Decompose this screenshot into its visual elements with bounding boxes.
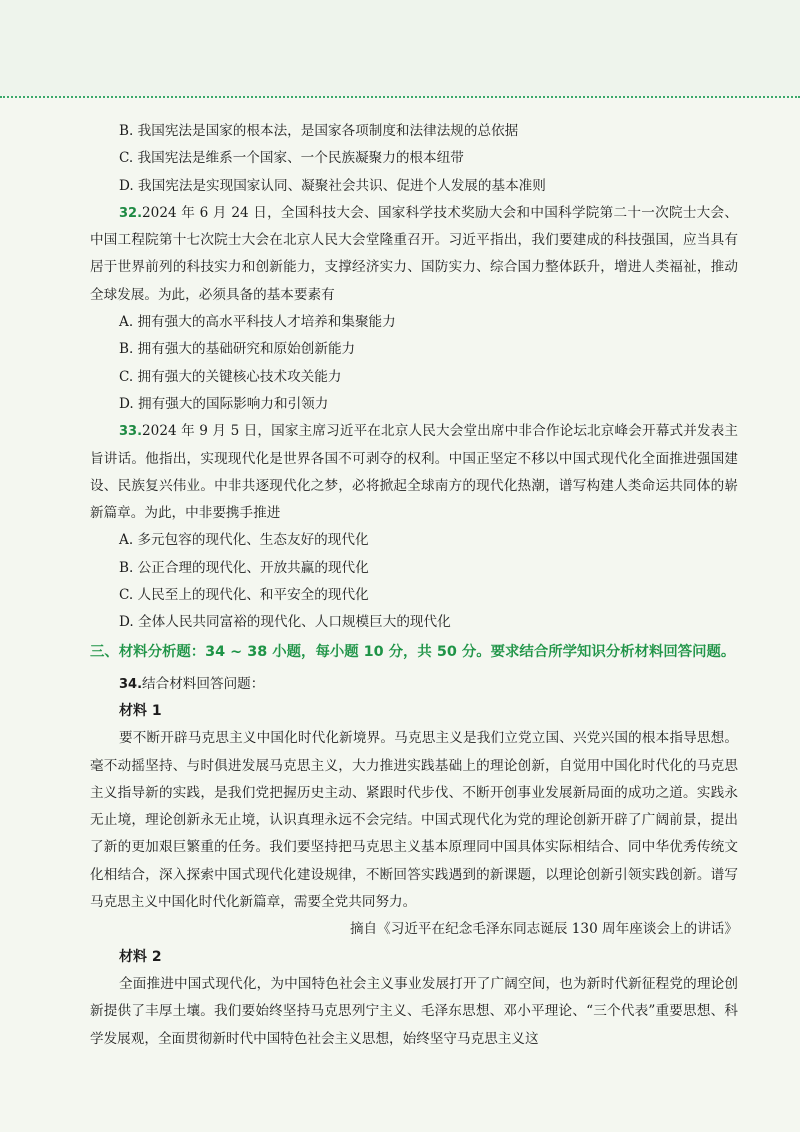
page-header-band [0, 0, 800, 96]
q33-stem-text: 2024 年 9 月 5 日，国家主席习近平在北京人民大会堂出席中非合作论坛北京峰会开幕式并发表主旨讲话。他指出，实现现代化是世界各国不可剥夺的权利。中国正坚定不移以中国式现代化全面推进强国建设、民族复兴伟业。中非共逐现代化之梦，必将掀起全球南方的现代化热潮，谱写构建人类命运共同体的崭新篇章。为此，中非要携手推进 [90, 423, 738, 522]
material-2-text: 全面推进中国式现代化，为中国特色社会主义事业发展打开了广阔空间，也为新时代新征程党的理论创新提供了丰厚土壤。我们要始终坚持马克思列宁主义、毛泽东思想、邓小平理论、“三个代表”重要思想、科学发展观，全面贯彻新时代中国特色社会主义思想，始终坚守马克思主义这 [90, 975, 738, 1047]
q32-option-b: B. 拥有强大的基础研究和原始创新能力 [119, 341, 356, 358]
section-3-heading: 三、材料分析题：34 ~ 38 小题，每小题 10 分，共 50 分。要求结合所学知识分析材料回答问题。 [90, 643, 736, 660]
q31-option-d: D. 我国宪法是实现国家认同、凝聚社会共识、促进个人发展的基本准则 [119, 177, 546, 194]
q33-number: 33. [119, 424, 143, 440]
q33-stem [90, 418, 738, 527]
q31-option-b: B. 我国宪法是国家的根本法，是国家各项制度和法律法规的总依据 [119, 123, 519, 139]
q33-option-c: C. 人民至上的现代化、和平安全的现代化 [119, 587, 369, 604]
material-1-title: 材料 1 [119, 702, 162, 719]
q32-stem-text: 2024 年 6 月 24 日，全国科技大会、国家科学技术奖励大会和中国科学院第二十一次院士大会、中国工程院第十七次院士大会在北京人民大会堂隆重召开。习近平指出，我们要建成的科技强国，应当具有居于世界前列的科技实力和创新能力，支撑经济实力、国防实力、综合国力整体跃升，增进人类福祉，推动全球发展。为此，必须具备的基本要素有 [90, 204, 738, 303]
q33-option-a: A. 多元包容的现代化、生态友好的现代化 [119, 532, 369, 549]
q32-option-c: C. 拥有强大的关键核心技术攻关能力 [119, 368, 342, 385]
q31-option-c: C. 我国宪法是维系一个国家、一个民族凝聚力的根本纽带 [119, 150, 464, 167]
material-1-source: 摘自《习近平在纪念毛泽东同志诞辰 130 周年座谈会上的讲话》 [349, 921, 738, 938]
q32-stem [90, 200, 738, 309]
q34-prompt-text: 结合材料回答问题： [142, 675, 265, 692]
exam-page [90, 118, 738, 1053]
q32-option-d: D. 拥有强大的国际影响力和引领力 [119, 395, 329, 412]
q32-number: 32. [119, 205, 143, 221]
header-dotted-divider [0, 96, 800, 98]
q34-prompt [90, 671, 738, 698]
material-1-text: 要不断开辟马克思主义中国化时代化新境界。马克思主义是我们立党立国、兴党兴国的根本指导思想。毫不动摇坚持、与时俱进发展马克思主义，大力推进实践基础上的理论创新，自觉用中国化时代化的马克思主义指导新的实践，是我们党把握历史主动、紧跟时代步伐、不断开创事业发展新局面的成功之道。实践永无止境，理论创新永无止境，认识真理永远不会完结。中国式现代化为党的理论创新开辟了广阔前景，提出了新的更加艰巨繁重的任务。我们要坚持把马克思主义基本原理同中国具体实际相结合、同中华优秀传统文化相结合，深入探索中国式现代化建设规律，不断回答实践遇到的新课题，以理论创新引领实践创新。谱写马克思主义中国化时代化新篇章，需要全党共同努力。 [90, 730, 738, 911]
q34-number: 34. [119, 676, 143, 692]
q33-option-d: D. 全体人民共同富裕的现代化、人口规模巨大的现代化 [119, 614, 451, 631]
q33-option-b: B. 公正合理的现代化、开放共赢的现代化 [119, 559, 369, 576]
material-2-title: 材料 2 [119, 948, 162, 965]
q32-option-a: A. 拥有强大的高水平科技人才培养和集聚能力 [119, 314, 396, 331]
